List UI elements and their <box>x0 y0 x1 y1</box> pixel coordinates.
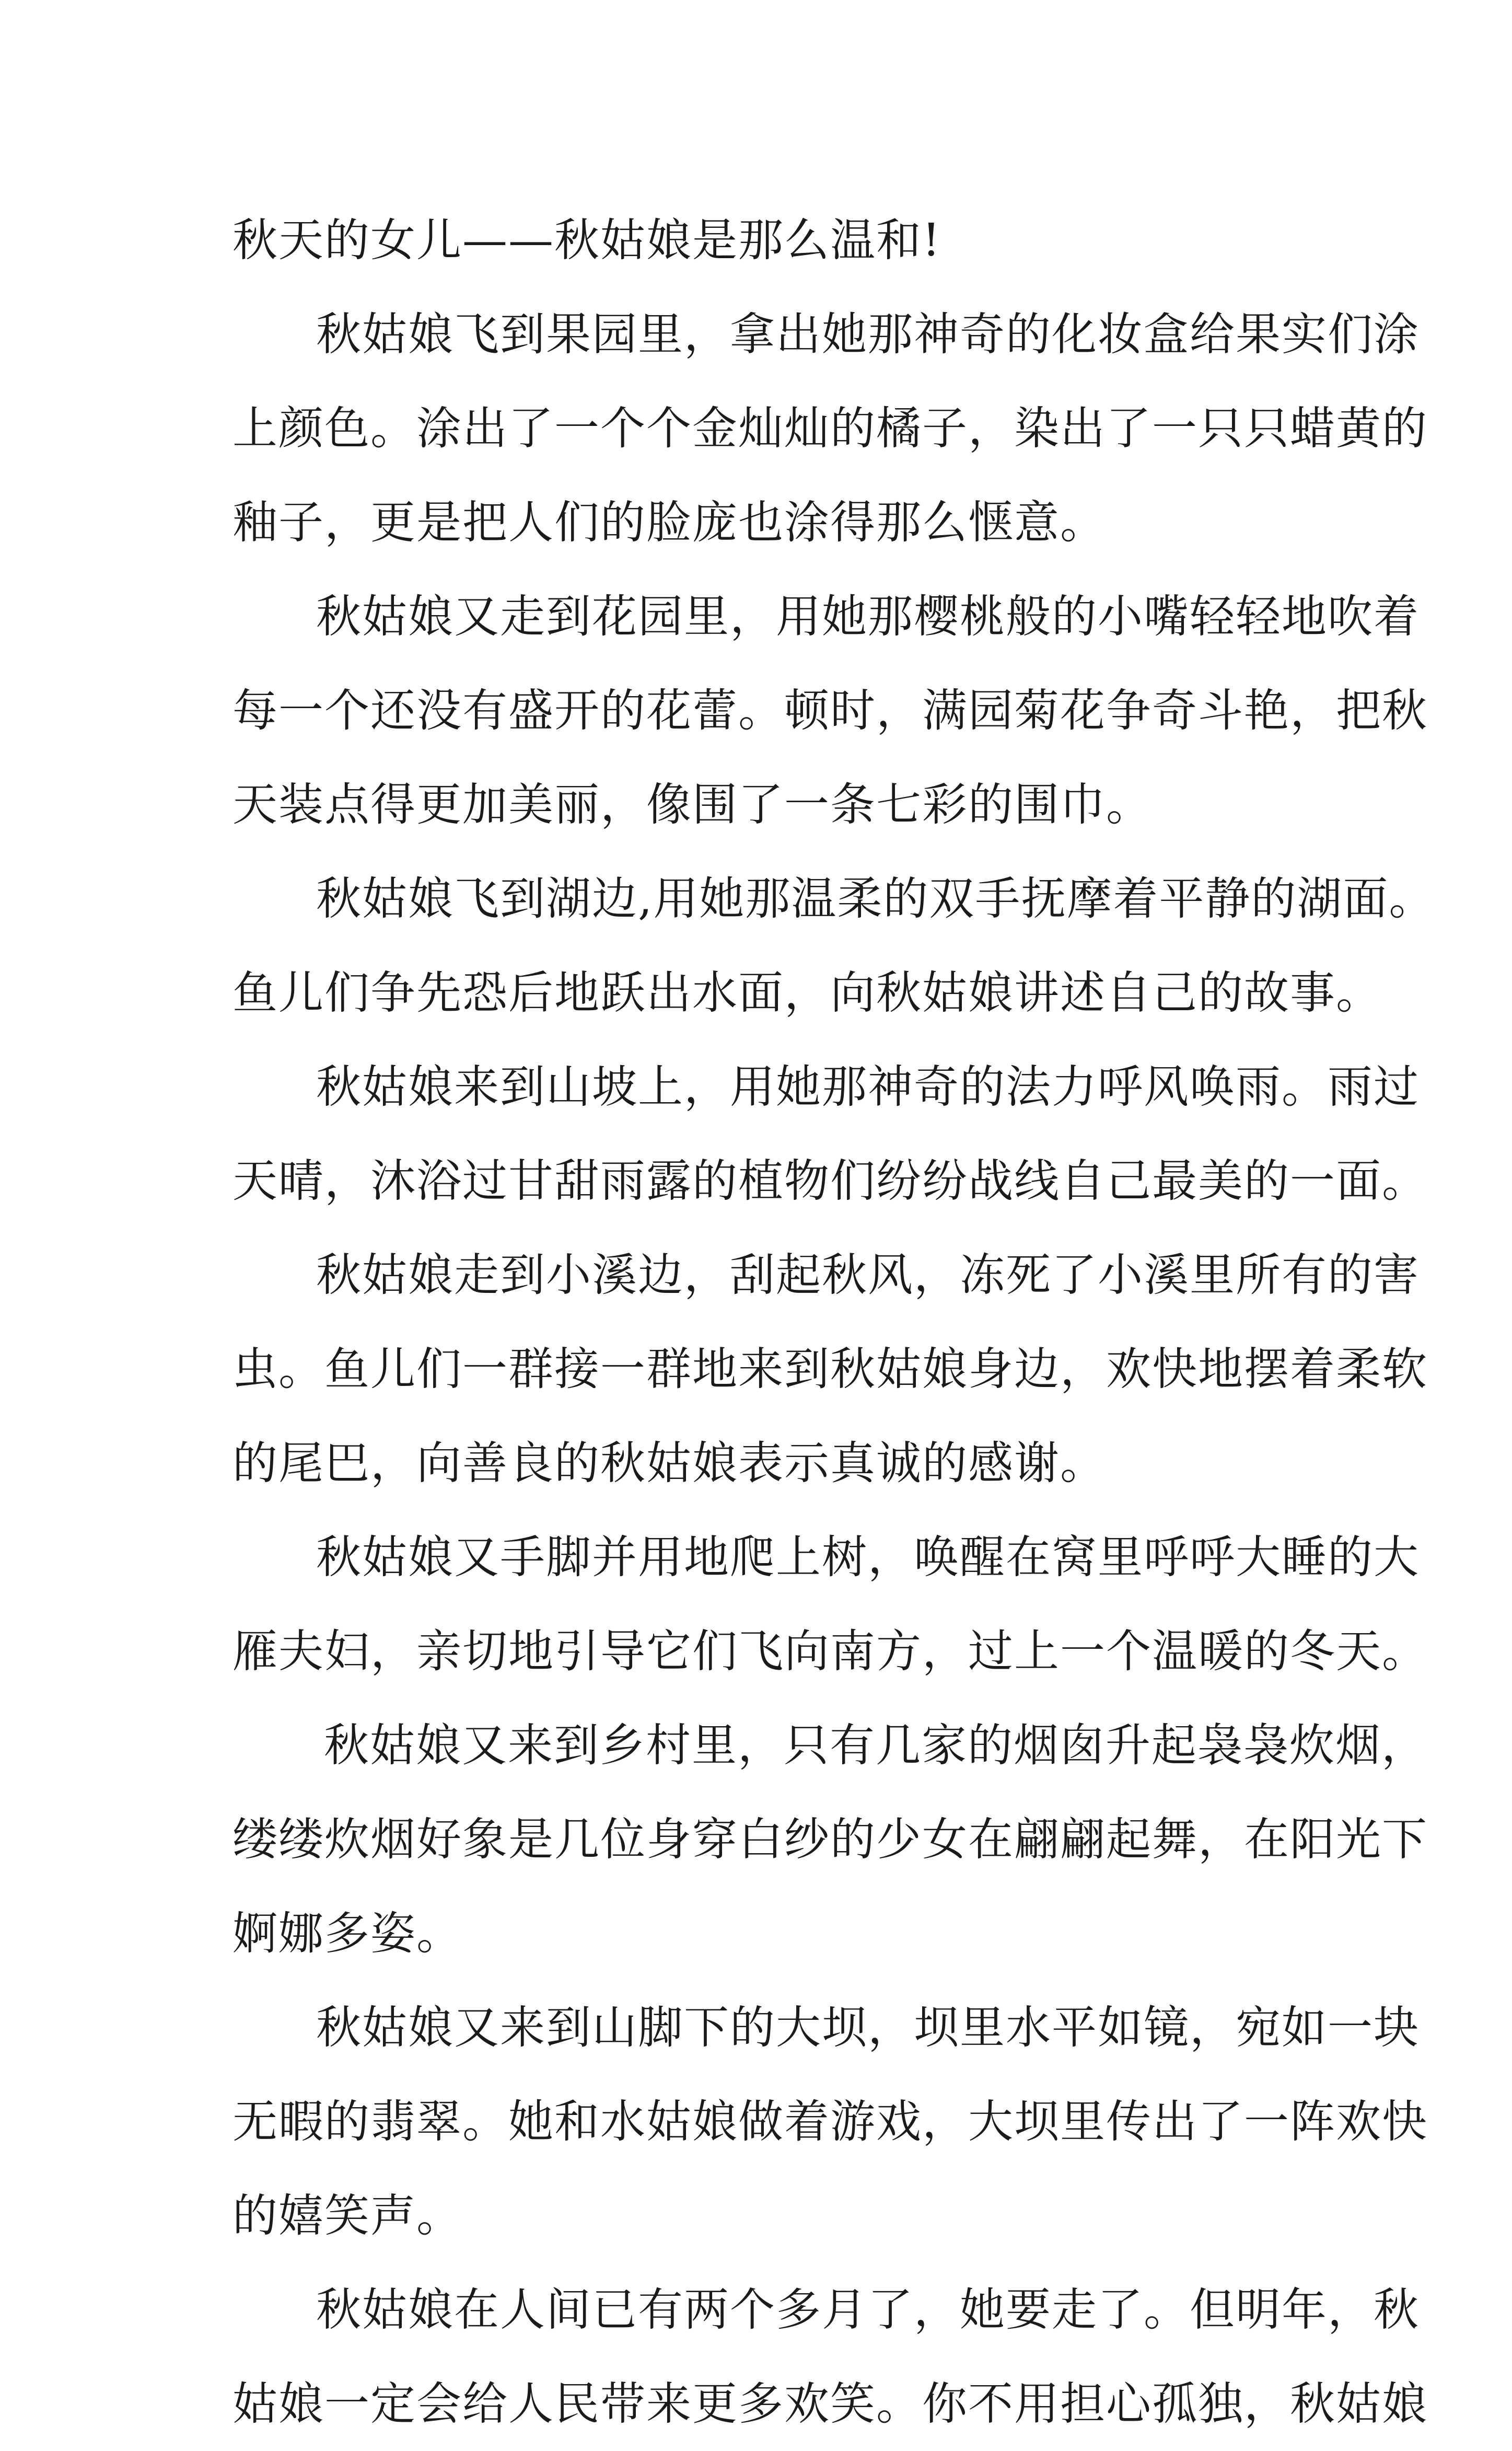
text-line: 釉子，更是把人们的脸庞也涂得那么惬意。 <box>232 496 1106 549</box>
text-line: 无暇的翡翠。她和水姑娘做着游戏，大坝里传出了一阵欢快 <box>232 2096 1428 2148</box>
article-body <box>232 193 1435 2451</box>
text-line: 姑娘一定会给人民带来更多欢笑。你不用担心孤独，秋姑娘 <box>232 2378 1428 2430</box>
text-line: 的尾巴，向善良的秋姑娘表示真诚的感谢。 <box>232 1437 1106 1489</box>
text-line: 缕缕炊烟好象是几位身穿白纱的少女在翩翩起舞，在阳光下 <box>232 1813 1428 1866</box>
text-line: 天晴，沐浴过甘甜雨露的植物们纷纷战线自己最美的一面。 <box>232 1155 1428 1207</box>
text-line: 雁夫妇，亲切地引导它们飞向南方，过上一个温暖的冬天。 <box>232 1625 1428 1678</box>
text-line: 虫。鱼儿们一群接一群地来到秋姑娘身边，欢快地摆着柔软 <box>232 1343 1428 1395</box>
text-line: 婀娜多姿。 <box>232 1907 462 1960</box>
text-line: 秋姑娘又手脚并用地爬上树，唤醒在窝里呼呼大睡的大 <box>316 1531 1420 1583</box>
text-line: 秋姑娘来到山坡上，用她那神奇的法力呼风唤雨。雨过 <box>316 1061 1420 1113</box>
text-line: 秋姑娘又走到花园里，用她那樱桃般的小嘴轻轻地吹着 <box>316 591 1420 643</box>
text-line: 秋姑娘在人间已有两个多月了，她要走了。但明年，秋 <box>316 2284 1420 2336</box>
text-line: 秋姑娘飞到果园里，拿出她那神奇的化妆盒给果实们涂 <box>316 308 1420 361</box>
text-line: 上颜色。涂出了一个个金灿灿的橘子，染出了一只只蜡黄的 <box>232 402 1428 455</box>
text-line: 秋姑娘又来到山脚下的大坝，坝里水平如镜，宛如一块 <box>316 2002 1420 2054</box>
text-line: 天装点得更加美丽，像围了一条七彩的围巾。 <box>232 779 1152 831</box>
text-line: 秋姑娘飞到湖边,用她那温柔的双手抚摩着平静的湖面。 <box>316 873 1435 925</box>
text-line: 每一个还没有盛开的花蕾。顿时，满园菊花争奇斗艳，把秋 <box>232 685 1428 737</box>
text-line: 鱼儿们争先恐后地跃出水面，向秋姑娘讲述自己的故事。 <box>232 967 1382 1019</box>
text-line: 秋姑娘又来到乡村里，只有几家的烟囱升起袅袅炊烟， <box>324 1719 1427 1772</box>
text-line: 秋天的女儿——秋姑娘是那么温和! <box>232 214 941 267</box>
text-line: 的嬉笑声。 <box>232 2190 462 2242</box>
text-line: 秋姑娘走到小溪边，刮起秋风，冻死了小溪里所有的害 <box>316 1249 1420 1301</box>
